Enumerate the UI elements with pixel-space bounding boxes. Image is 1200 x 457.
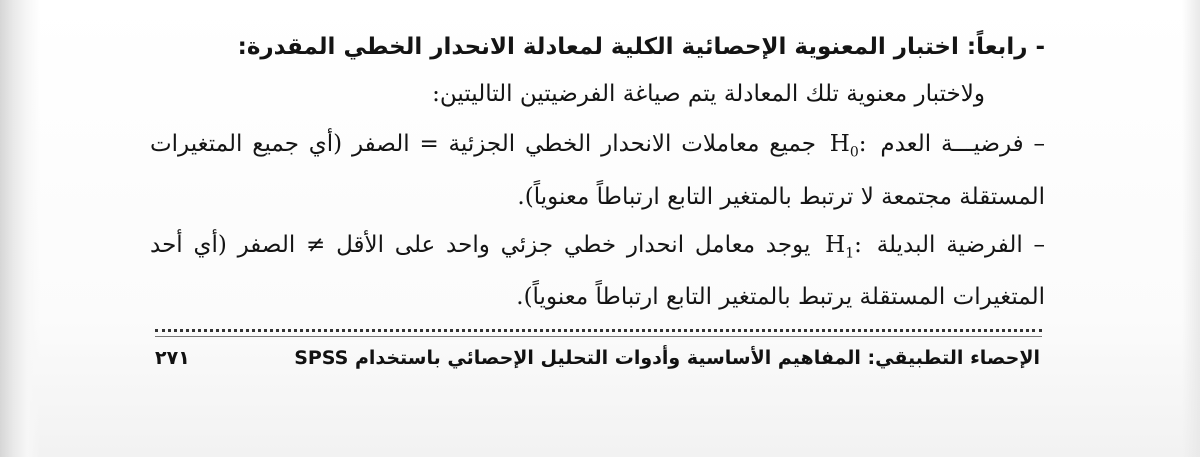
page-footer <box>155 343 1040 377</box>
alternative-hypothesis-prefix: – الفرضية البديلة <box>876 231 1046 258</box>
page-edge-shadow <box>0 0 40 457</box>
footer-dotted-rule <box>155 329 1042 332</box>
footer-book-title: الإحصاء التطبيقي: المفاهيم الأساسية وأدوات التحليل الإحصائي باستخدام SPSS <box>294 347 1040 369</box>
alternative-hypothesis-symbol: $H_1$: <box>825 231 862 262</box>
null-hypothesis-symbol: $H_0$: <box>829 131 867 161</box>
null-hypothesis-text: جميع معاملات الانحدار الخطي الجزئية = الصفر (أي جميع المتغيرات المستقلة مجتمعة لا ترتبط بالمتغير التابع ارتباطاً معنوياً). <box>150 131 1045 210</box>
page-body <box>150 30 1045 319</box>
footer-book-title-latin: SPSS <box>294 347 349 369</box>
null-hypothesis-paragraph <box>150 122 1045 219</box>
alternative-hypothesis-paragraph <box>150 223 1045 320</box>
footer-rule <box>155 336 1042 337</box>
page-number: ٢٧١ <box>155 347 190 369</box>
section-heading: - رابعاً: اختبار المعنوية الإحصائية الكلية لمعادلة الانحدار الخطي المقدرة: <box>237 34 1045 60</box>
null-hypothesis-prefix: – فرضيـــة العدم <box>880 131 1046 157</box>
intro-paragraph: ولاختبار معنوية تلك المعادلة يتم صياغة الفرضيتين التاليتين: <box>432 81 985 107</box>
alternative-hypothesis-text: يوجد معامل انحدار خطي جزئي واحد على الأقل ≠ الصفر (أي أحد المتغيرات المستقلة يرتبط بالمتغير التابع ارتباطاً معنوياً). <box>150 231 1045 311</box>
page-edge-right <box>1182 0 1200 457</box>
